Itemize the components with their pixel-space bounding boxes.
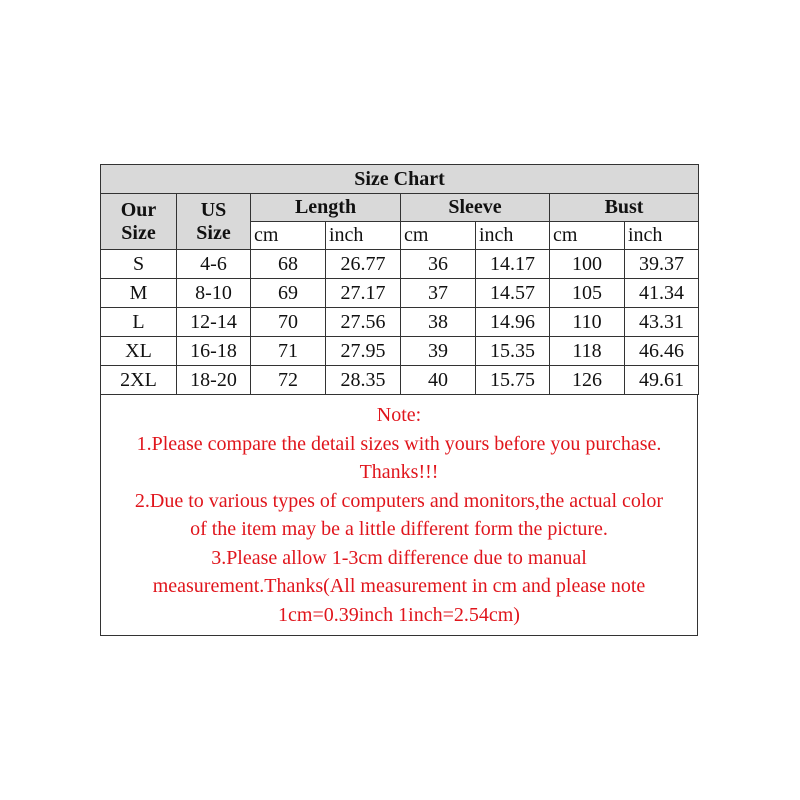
cell-length-inch: 26.77: [326, 250, 401, 279]
cell-bust-inch: 41.34: [625, 279, 699, 308]
cell-sleeve-cm: 39: [401, 337, 476, 366]
note-line: Thanks!!!: [359, 461, 439, 483]
cell-length-cm: 69: [251, 279, 326, 308]
cell-bust-inch: 49.61: [625, 366, 699, 395]
cell-length-inch: 27.17: [326, 279, 401, 308]
header-sleeve: Sleeve: [401, 194, 550, 222]
header-length: Length: [251, 194, 401, 222]
cell-length-cm: 70: [251, 308, 326, 337]
cell-sleeve-cm: 36: [401, 250, 476, 279]
header-bust: Bust: [550, 194, 699, 222]
cell-us-size: 16-18: [177, 337, 251, 366]
cell-bust-inch: 43.31: [625, 308, 699, 337]
note-line: 1.Please compare the detail sizes with yours before you purchase.: [136, 432, 662, 455]
cell-sleeve-cm: 40: [401, 366, 476, 395]
cell-sleeve-inch: 14.17: [476, 250, 550, 279]
cell-bust-cm: 110: [550, 308, 625, 337]
unit-sleeve-inch: inch: [476, 222, 550, 250]
size-chart: [100, 164, 698, 636]
cell-sleeve-inch: 15.35: [476, 337, 550, 366]
cell-bust-inch: 46.46: [625, 337, 699, 366]
cell-us-size: 8-10: [177, 279, 251, 308]
unit-bust-cm: cm: [550, 222, 625, 250]
unit-bust-inch: inch: [625, 222, 699, 250]
note-line: 1cm=0.39inch 1inch=2.54cm): [278, 603, 520, 626]
cell-sleeve-inch: 15.75: [476, 366, 550, 395]
unit-length-inch: inch: [326, 222, 401, 250]
cell-sleeve-cm: 37: [401, 279, 476, 308]
header-us-size: [177, 194, 251, 250]
cell-sleeve-cm: 38: [401, 308, 476, 337]
cell-our-size: XL: [101, 337, 177, 366]
cell-our-size: L: [101, 308, 177, 337]
cell-bust-cm: 126: [550, 366, 625, 395]
note-heading: Note:: [376, 404, 422, 426]
cell-us-size: 4-6: [177, 250, 251, 279]
header-us-size-line2: Size: [196, 221, 231, 244]
header-our-size-line2: Size: [121, 221, 156, 244]
table-row: [101, 366, 699, 395]
table-row: [101, 337, 699, 366]
cell-length-inch: 27.95: [326, 337, 401, 366]
cell-length-cm: 68: [251, 250, 326, 279]
size-chart-table: [100, 164, 699, 395]
header-our-size: [101, 194, 177, 250]
unit-length-cm: cm: [251, 222, 326, 250]
cell-length-inch: 27.56: [326, 308, 401, 337]
cell-sleeve-inch: 14.57: [476, 279, 550, 308]
header-our-size-line1: Our: [120, 198, 157, 221]
table-title: Size Chart: [101, 165, 699, 194]
cell-length-inch: 28.35: [326, 366, 401, 395]
note-line: of the item may be a little different form the picture.: [190, 518, 608, 540]
note-line: 3.Please allow 1-3cm difference due to manual: [211, 546, 587, 569]
cell-bust-cm: 100: [550, 250, 625, 279]
note-box: [100, 395, 698, 636]
cell-bust-inch: 39.37: [625, 250, 699, 279]
cell-bust-cm: 118: [550, 337, 625, 366]
cell-length-cm: 72: [251, 366, 326, 395]
header-us-size-line1: US: [200, 198, 227, 221]
cell-us-size: 12-14: [177, 308, 251, 337]
cell-length-cm: 71: [251, 337, 326, 366]
unit-sleeve-cm: cm: [401, 222, 476, 250]
cell-us-size: 18-20: [177, 366, 251, 395]
table-row: [101, 250, 699, 279]
table-row: [101, 279, 699, 308]
cell-our-size: S: [101, 250, 177, 279]
note-line: 2.Due to various types of computers and monitors,the actual color: [134, 489, 664, 512]
cell-our-size: 2XL: [101, 366, 177, 395]
cell-our-size: M: [101, 279, 177, 308]
table-row: [101, 308, 699, 337]
cell-sleeve-inch: 14.96: [476, 308, 550, 337]
cell-bust-cm: 105: [550, 279, 625, 308]
note-line: measurement.Thanks(All measurement in cm and please note: [152, 575, 646, 597]
